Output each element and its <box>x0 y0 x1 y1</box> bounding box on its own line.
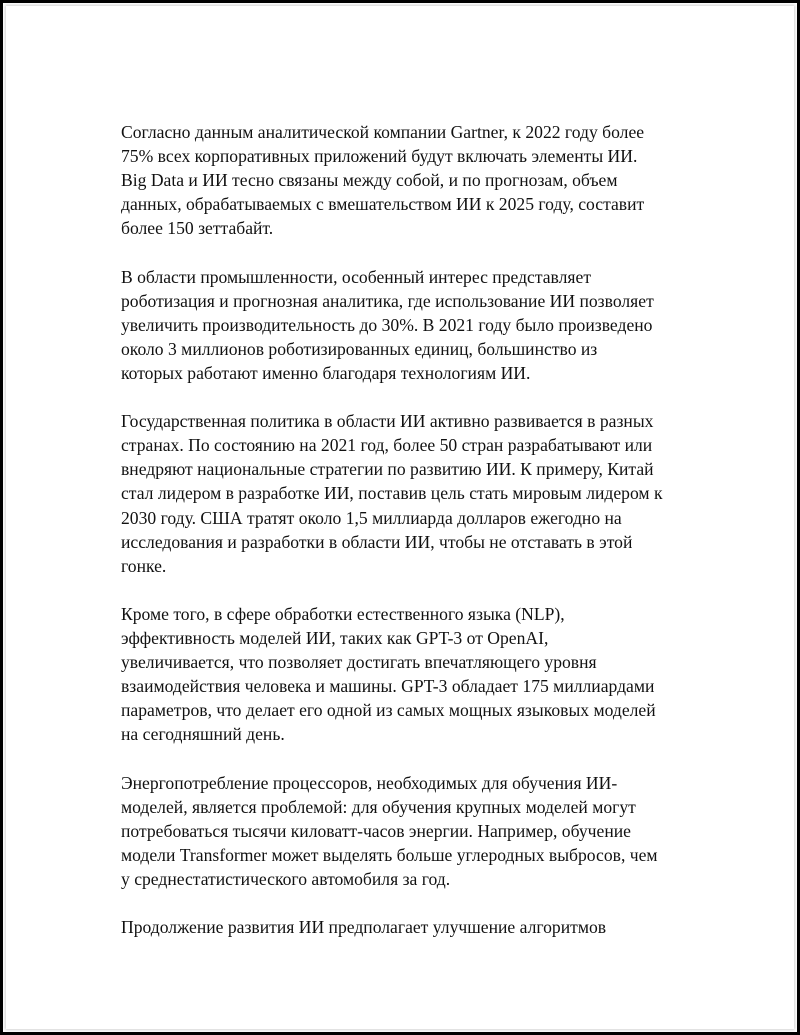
text-line: роботизация и прогнозная аналитика, где использование ИИ позволяет <box>121 290 654 311</box>
text-line: данных, обрабатываемых с вмешательством ИИ к 2025 году, составит <box>121 194 645 215</box>
text-line: взаимодействия человека и машины. GPT-3 обладает 175 миллиардами <box>121 676 655 697</box>
text-line: моделей, является проблемой: для обучения крупных моделей могут <box>121 796 636 817</box>
text-line: Кроме того, в сфере обработки естественного языка (NLP), <box>121 603 565 624</box>
text-line: Государственная политика в области ИИ активно развивается в разных <box>121 411 654 432</box>
text-line: Big Data и ИИ тесно связаны между собой, и по прогнозам, объем <box>121 170 618 191</box>
text-line: Согласно данным аналитической компании Gartner, к 2022 году более <box>121 122 645 142</box>
paragraph-continuation <box>121 915 701 939</box>
text-line: странах. По состоянию на 2021 год, более 50 стран разрабатывают или <box>121 435 653 456</box>
document-body <box>121 120 701 963</box>
paragraph-gartner <box>121 120 701 240</box>
text-line: В области промышленности, особенный интерес представляет <box>121 266 592 287</box>
text-line: на сегодняшний день. <box>121 724 285 745</box>
paragraph-policy <box>121 409 701 578</box>
text-line: параметров, что делает его одной из самых мощных языковых моделей <box>121 700 656 721</box>
paragraph-nlp <box>121 602 701 747</box>
paragraph-energy <box>121 771 701 891</box>
text-line: исследования и разработки в области ИИ, чтобы не отставать в этой <box>121 531 633 552</box>
text-line: увеличивается, что позволяет достигать впечатляющего уровня <box>121 652 597 673</box>
text-line: более 150 зеттабайт. <box>121 218 274 239</box>
text-line: 2030 году. США тратят около 1,5 миллиарда долларов ежегодно на <box>121 507 622 528</box>
text-line: 75% всех корпоративных приложений будут включать элементы ИИ. <box>121 146 638 167</box>
text-line: стал лидером в разработке ИИ, поставив цель стать мировым лидером к <box>121 483 663 504</box>
text-line: увеличить производительность до 30%. В 2021 году было произведено <box>121 314 653 335</box>
paragraph-industry <box>121 265 701 385</box>
text-line: которых работают именно благодаря технологиям ИИ. <box>121 362 531 383</box>
text-line: у среднестатистического автомобиля за год. <box>121 868 451 889</box>
text-line: Энергопотребление процессоров, необходимых для обучения ИИ- <box>121 772 618 793</box>
text-line: модели Transformer может выделять больше углеродных выбросов, чем <box>121 844 658 865</box>
text-line: около 3 миллионов роботизированных единиц, большинство из <box>121 338 598 359</box>
text-line: Продолжение развития ИИ предполагает улучшение алгоритмов <box>121 917 607 938</box>
text-line: потребоваться тысячи киловатт-часов энергии. Например, обучение <box>121 820 631 841</box>
text-line: гонке. <box>121 555 167 576</box>
text-line: эффективность моделей ИИ, таких как GPT-3 от OpenAI, <box>121 627 549 648</box>
text-line: внедряют национальные стратегии по развитию ИИ. К примеру, Китай <box>121 459 654 480</box>
